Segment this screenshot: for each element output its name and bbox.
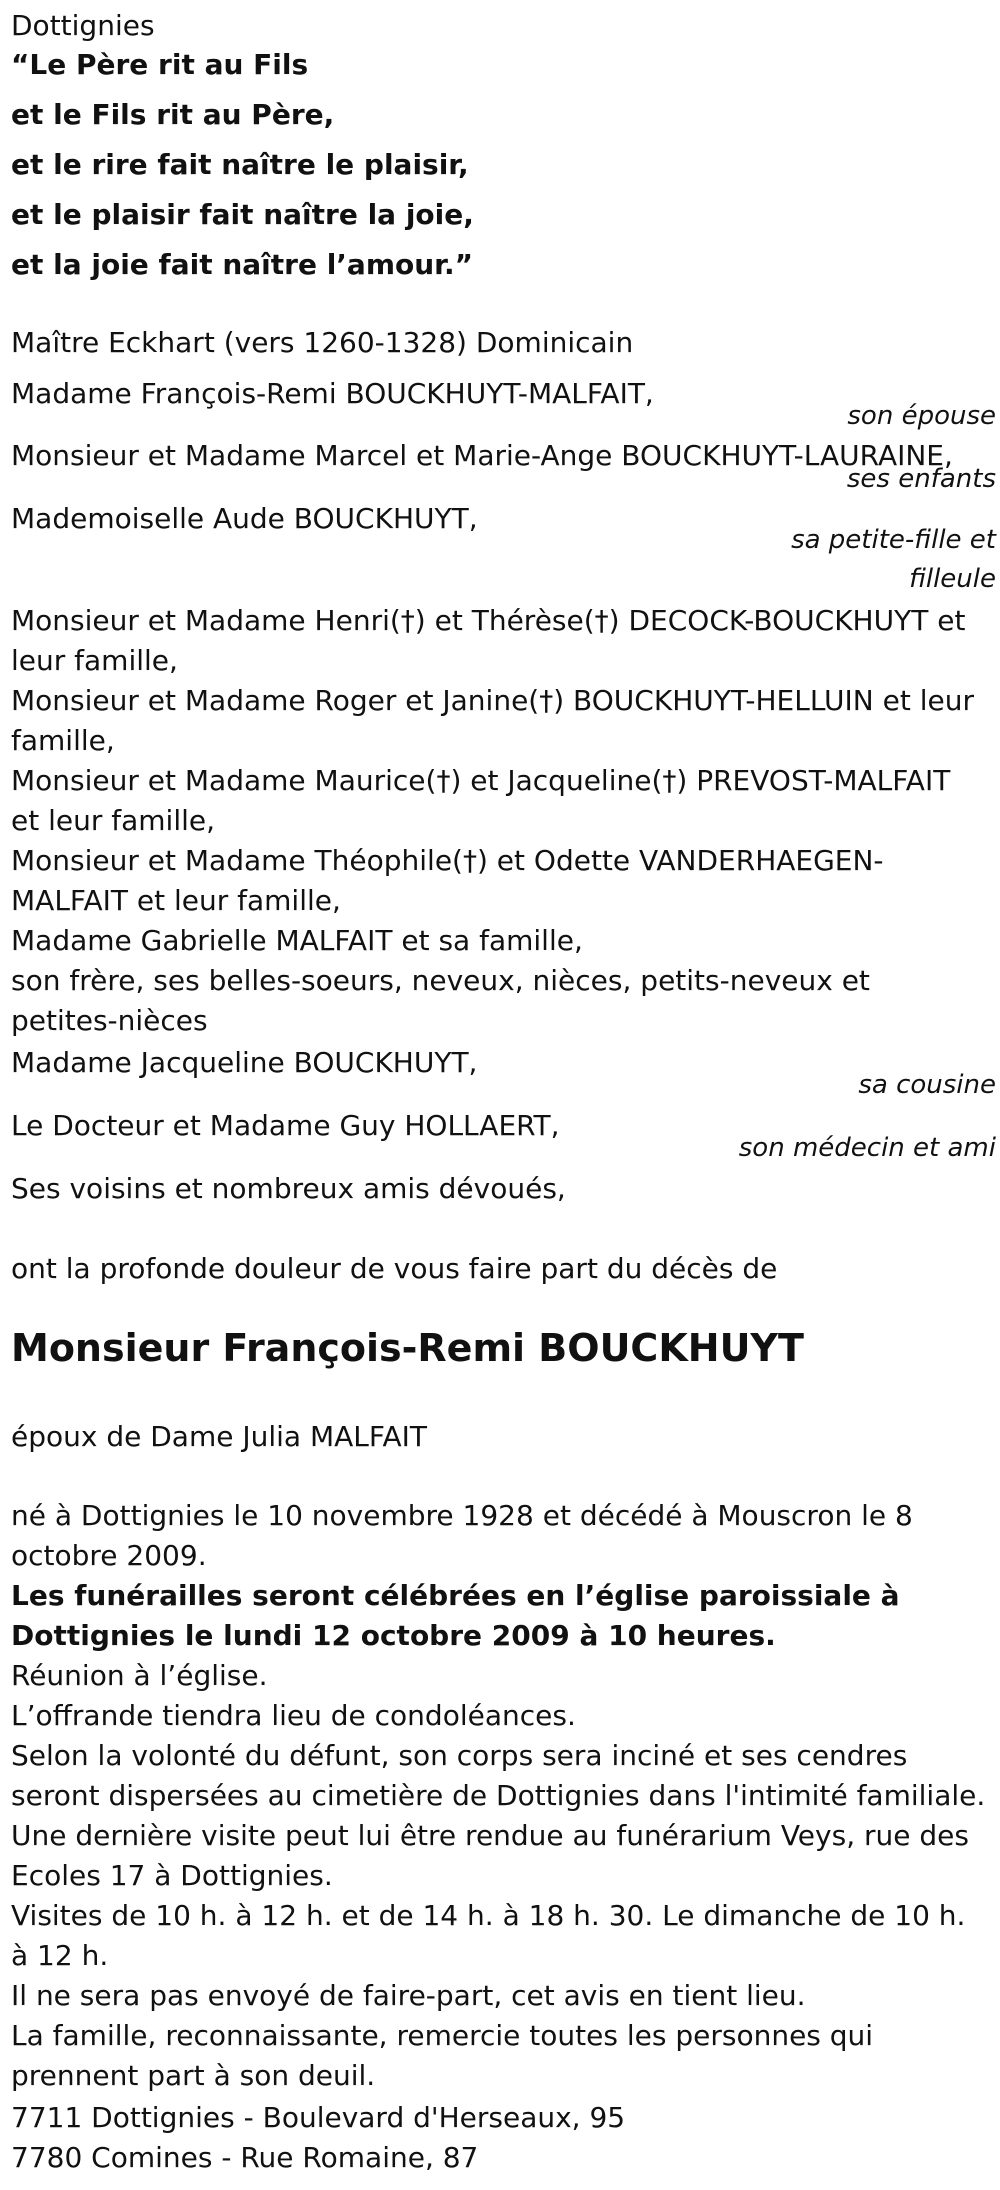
address-line: 7780 Comines - Rue Romaine, 87 <box>11 2141 479 2174</box>
children-names: Monsieur et Madame Marcel et Marie-Ange BOUCKHUYT-LAURAINE, <box>11 439 953 472</box>
quote-line: et le Fils rit au Père, <box>11 98 335 131</box>
cremation-line: Selon la volonté du défunt, son corps sera inciné et ses cendres seront dispersées au cimetière de Dottignies dans l'intimité familiale. <box>11 1739 986 1812</box>
addresses <box>11 2098 625 2178</box>
quote-line: et la joie fait naître l’amour.” <box>11 248 474 281</box>
reunion-line: Réunion à l’église. <box>11 1659 268 1692</box>
funeral-details <box>11 1496 986 2096</box>
quote-attribution: Maître Eckhart (vers 1260-1328) Dominicain <box>11 326 634 359</box>
funeral-line: Les funérailles seront célébrées en l’église paroissiale à Dottignies le lundi 12 octobre 2009 à 10 heures. <box>11 1579 900 1652</box>
doctor-name: Le Docteur et Madame Guy HOLLAERT, <box>11 1109 560 1142</box>
relative-entry: Monsieur et Madame Maurice(†) et Jacqueline(†) PREVOST-MALFAIT et leur famille, <box>11 764 951 837</box>
quote-block <box>11 40 474 290</box>
birth-death-line: né à Dottignies le 10 novembre 1928 et décédé à Mouscron le 8 octobre 2009. <box>11 1499 913 1572</box>
relative-entry: Monsieur et Madame Roger et Janine(†) BOUCKHUYT-HELLUIN et leur famille, <box>11 684 975 757</box>
relative-entry: Madame Gabrielle MALFAIT et sa famille, <box>11 924 583 957</box>
relative-entry: Monsieur et Madame Théophile(†) et Odette VANDERHAEGEN-MALFAIT et leur famille, <box>11 844 884 917</box>
quote-line: “Le Père rit au Fils <box>11 48 309 81</box>
granddaughter-name: Mademoiselle Aude BOUCKHUYT, <box>11 502 478 535</box>
wife-role: son épouse <box>847 401 996 431</box>
thanks-line: La famille, reconnaissante, remercie toutes les personnes qui prennent part à son deuil. <box>11 2019 874 2092</box>
wife-name: Madame François-Remi BOUCKHUYT-MALFAIT, <box>11 377 654 410</box>
friends-line: Ses voisins et nombreux amis dévoués, <box>11 1172 566 1205</box>
cousin-name: Madame Jacqueline BOUCKHUYT, <box>11 1046 478 1079</box>
relative-entry: Monsieur et Madame Henri(†) et Thérèse(†) DECOCK-BOUCKHUYT et leur famille, <box>11 604 966 677</box>
deceased-name: Monsieur François-Remi BOUCKHUYT <box>11 1326 804 1370</box>
address-line: 7711 Dottignies - Boulevard d'Herseaux, 95 <box>11 2101 626 2134</box>
relatives-list <box>11 601 981 1041</box>
quote-line: et le rire fait naître le plaisir, <box>11 148 469 181</box>
children-role: ses enfants <box>846 464 996 494</box>
announcement: ont la profonde douleur de vous faire part du décès de <box>11 1252 778 1285</box>
offering-line: L’offrande tiendra lieu de condoléances. <box>11 1699 576 1732</box>
location: Dottignies <box>11 9 155 42</box>
granddaughter-role-continued: filleule <box>909 564 996 594</box>
quote-line: et le plaisir fait naître la joie, <box>11 198 474 231</box>
visit-line: Une dernière visite peut lui être rendue au funérarium Veys, rue des Ecoles 17 à Dottignies. <box>11 1819 969 1892</box>
no-cards-line: Il ne sera pas envoyé de faire-part, cet avis en tient lieu. <box>11 1979 806 2012</box>
doctor-role: son médecin et ami <box>738 1133 996 1163</box>
spouse-line: époux de Dame Julia MALFAIT <box>11 1420 427 1453</box>
hours-line: Visites de 10 h. à 12 h. et de 14 h. à 18 h. 30. Le dimanche de 10 h. à 12 h. <box>11 1899 966 1972</box>
granddaughter-role: sa petite-fille et <box>791 525 996 555</box>
relative-entry: son frère, ses belles-soeurs, neveux, nièces, petits-neveux et petites-nièces <box>11 964 870 1037</box>
cousin-role: sa cousine <box>858 1070 996 1100</box>
